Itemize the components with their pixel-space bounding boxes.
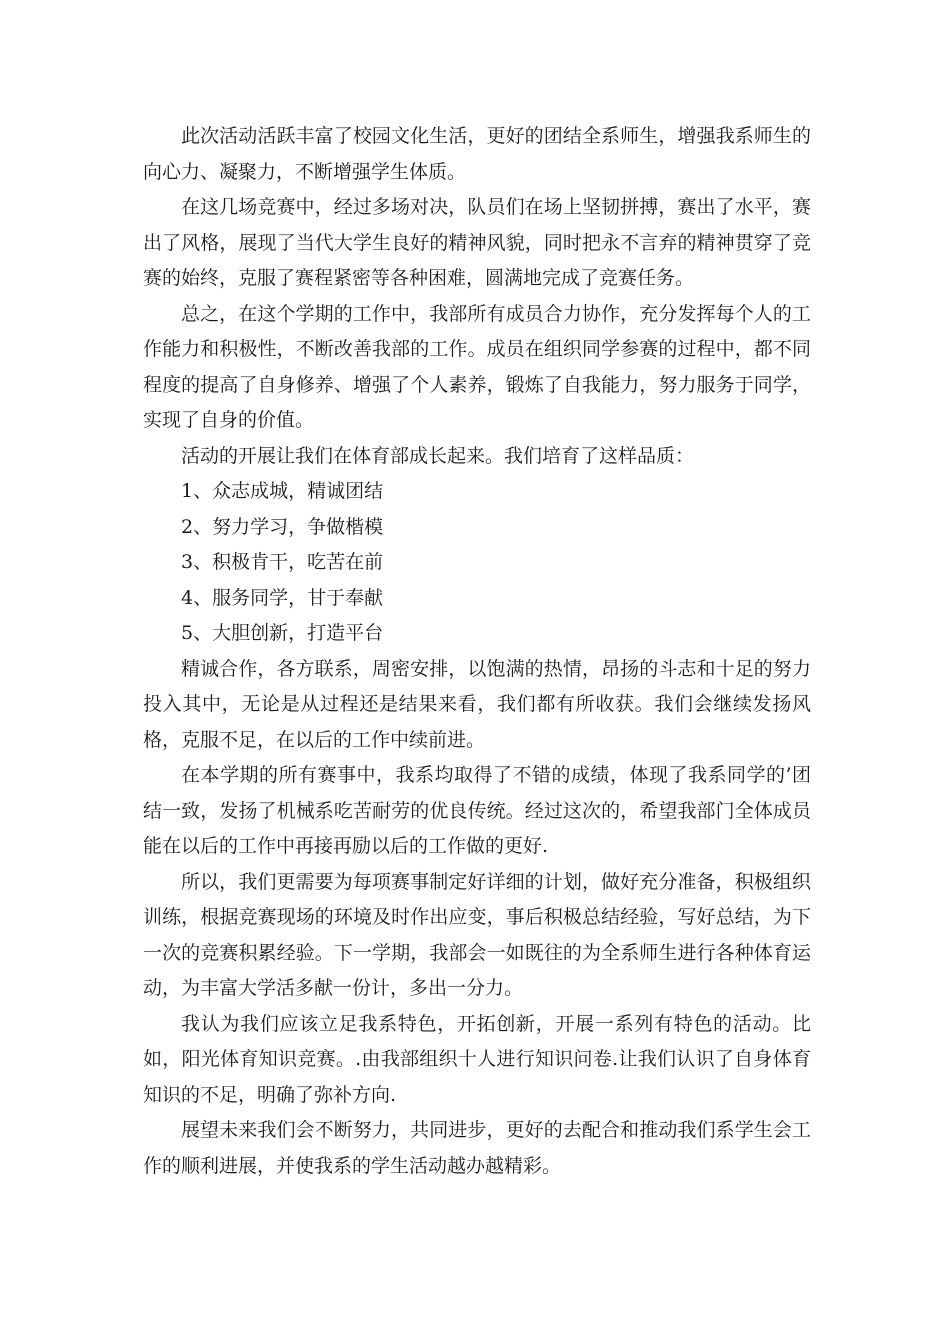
list-item: 2、努力学习，争做楷模 (181, 515, 384, 538)
document-body (143, 119, 811, 1184)
list-item: 4、服务同学，甘于奉献 (181, 586, 384, 609)
paragraph-innovation: 我认为我们应该立足我系特色，开拓创新，开展一系列有特色的活动。比如，阳光体育知识竞赛。.由我部组织十人进行知识问卷.让我们认识了自身体育知识的不足，明确了弥补方向. (143, 1012, 811, 1106)
paragraph-qualities-intro: 活动的开展让我们在体育部成长起来。我们培育了这样品质： (181, 444, 695, 467)
paragraph-conclusion: 总之，在这个学期的工作中，我部所有成员合力协作，充分发挥每个人的工作能力和积极性，不断改善我部的工作。成员在组织同学参赛的过程中，都不同程度的提高了自身修养、增强了个人素养，锻炼了自我能力，努力服务于同学，实现了自身的价值。 (143, 302, 811, 431)
list-item: 3、积极肯干，吃苦在前 (181, 551, 384, 573)
paragraph-semester-results: 在本学期的所有赛事中，我系均取得了不错的成绩，体现了我系同学的’团结一致，发扬了机械系吃苦耐劳的优良传统。经过这次的，希望我部门全体成员能在以后的工作中再接再励以后的工作做的更好. (143, 764, 811, 857)
paragraph-activity-summary: 此次活动活跃丰富了校园文化生活，更好的团结全系师生，增强我系师生的向心力、凝聚力，不断增强学生体质。 (143, 125, 811, 183)
paragraph-planning: 所以，我们更需要为每项赛事制定好详细的计划，做好充分准备，积极组织训练，根据竞赛现场的环境及时作出应变，事后积极总结经验，写好总结，为下一次的竞赛积累经验。下一学期，我部会一如既往的为全系师生进行各种体育运动，为丰富大学活多献一份计，多出一分力。 (143, 870, 811, 999)
paragraph-competition: 在这几场竞赛中，经过多场对决，队员们在场上坚韧拼搏，赛出了水平，赛出了风格，展现了当代大学生良好的精神风貌，同时把永不言弃的精神贯穿了竞赛的始终，克服了赛程紧密等各种困难，圆满地完成了竞赛任务。 (143, 196, 811, 289)
paragraph-outlook: 展望未来我们会不断努力，共同进步，更好的去配合和推动我们系学生会工作的顺利进展，并使我系的学生活动越办越精彩。 (143, 1119, 811, 1177)
list-item: 1、众志成城，精诚团结 (181, 480, 384, 502)
list-item: 5、大胆创新，打造平台 (181, 622, 384, 644)
paragraph-cooperation: 精诚合作，各方联系，周密安排，以饱满的热情，昂扬的斗志和十足的努力投入其中，无论是从过程还是结果来看，我们都有所收获。我们会继续发扬风格，克服不足，在以后的工作中续前进。 (143, 657, 811, 751)
